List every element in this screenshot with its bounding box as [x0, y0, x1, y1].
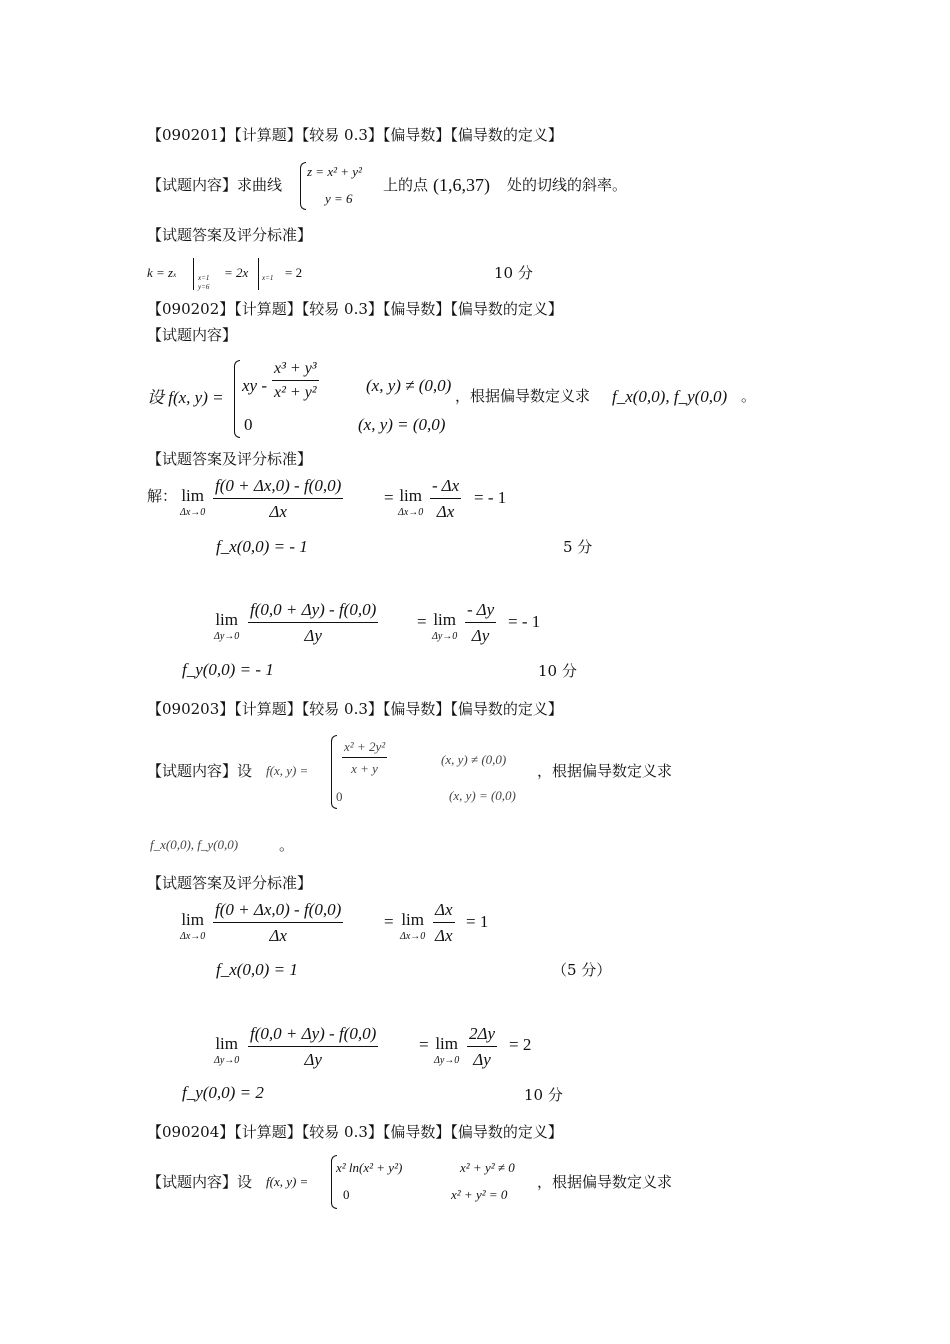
system-brace — [300, 162, 306, 210]
diff-quotient-y — [248, 600, 378, 646]
limit-y — [214, 1034, 239, 1066]
limit-y-2 — [432, 610, 457, 642]
lim-subscript: Δx→0 — [398, 507, 424, 518]
equals: = — [384, 488, 394, 507]
numerator: 2Δy — [467, 1024, 497, 1047]
lim-subscript: Δx→0 — [400, 931, 426, 942]
lim-subscript: Δy→0 — [434, 1055, 460, 1066]
denominator: Δy — [304, 626, 322, 645]
limit-x-2 — [398, 486, 423, 518]
lim-word: lim — [215, 1034, 238, 1053]
lim-word: lim — [433, 610, 456, 629]
def-suffix: ，根据偏导数定义求 — [537, 1173, 673, 1191]
equals: = — [419, 1035, 429, 1054]
eval-cond-2: x=1 — [262, 274, 274, 282]
lim-word: lim — [435, 1034, 458, 1053]
diff-quotient-y — [248, 1024, 378, 1070]
case2-expr: 0 — [343, 1187, 350, 1202]
denominator: Δx — [269, 926, 287, 945]
case1-numerator: x³ + y³ — [272, 360, 319, 381]
content-label: 【试题内容】 — [147, 326, 238, 344]
content-label: 【试题内容】求曲线 — [147, 176, 283, 194]
content-label: 【试题内容】设 — [147, 1173, 253, 1191]
period: 。 — [279, 836, 295, 854]
case1-condition: (x, y) ≠ (0,0) — [441, 752, 507, 767]
eval-value-2: = 2 — [285, 265, 303, 280]
system-line-2: y = 6 — [325, 191, 353, 206]
def-prefix: f(x, y) = — [266, 763, 309, 778]
content-tail-a: 上的点 — [383, 176, 429, 194]
def-prefix: 设 f(x, y) = — [147, 388, 224, 407]
limit-y — [214, 610, 239, 642]
limit-x-2 — [400, 910, 425, 942]
numerator: f(0,0 + Δy) - f(0,0) — [248, 600, 378, 623]
def-suffix: ，根据偏导数定义求 — [537, 762, 673, 780]
case2-expr: 0 — [336, 789, 343, 804]
limit-x — [180, 486, 205, 518]
score: 10 分 — [494, 264, 533, 282]
fy-result: f_y(0,0) = 2 — [182, 1083, 264, 1102]
piecewise-brace — [234, 360, 240, 438]
eval-value-1: = 2x — [224, 265, 249, 280]
eval-cond-1b: y=6 — [198, 283, 210, 291]
limit-result: = - 1 — [508, 612, 541, 631]
case1-numerator: x² + 2y² — [342, 739, 387, 758]
k-z-subscript: x — [173, 271, 177, 279]
score: 10 分 — [538, 662, 577, 680]
score: 5 分 — [563, 538, 593, 556]
denominator: Δx — [435, 926, 453, 945]
lim-subscript: Δy→0 — [214, 631, 240, 642]
numerator: f(0 + Δx,0) - f(0,0) — [213, 900, 343, 923]
problem-header-090202: 【090202】【计算题】【较易 0.3】【偏导数】【偏导数的定义】 — [147, 300, 563, 318]
case1-expr-a: xy - — [242, 376, 268, 395]
slope-k-expression — [147, 266, 176, 279]
eval-bar-1 — [193, 258, 194, 290]
fx-result: f_x(0,0) = 1 — [216, 960, 298, 979]
lim-subscript: Δx→0 — [180, 931, 206, 942]
fy-result: f_y(0,0) = - 1 — [182, 660, 274, 679]
limit-x — [180, 910, 205, 942]
numerator: f(0,0 + Δy) - f(0,0) — [248, 1024, 378, 1047]
solution-prefix: 解： — [147, 487, 178, 505]
lim-word: lim — [181, 486, 204, 505]
numerator: Δx — [433, 900, 455, 923]
problem-header-090203: 【090203】【计算题】【较易 0.3】【偏导数】【偏导数的定义】 — [147, 700, 563, 718]
limit-result: = 2 — [509, 1035, 532, 1054]
numerator: f(0 + Δx,0) - f(0,0) — [213, 476, 343, 499]
case1-fraction — [272, 360, 319, 402]
content-label: 【试题内容】设 — [147, 762, 253, 780]
equals: = — [384, 912, 394, 931]
limit-result: = - 1 — [474, 488, 507, 507]
case2-expr: 0 — [244, 415, 253, 434]
diff-quotient-x — [213, 900, 343, 946]
case1-denominator: x² + y² — [274, 384, 317, 401]
numerator: - Δx — [430, 476, 461, 499]
lim-word: lim — [181, 910, 204, 929]
limit-result: = 1 — [466, 912, 489, 931]
case1-expr: x² ln(x² + y²) — [336, 1160, 403, 1175]
simplified-quotient — [433, 900, 455, 946]
score: （5 分） — [552, 961, 612, 979]
problem-header-090201: 【090201】【计算题】【较易 0.3】【偏导数】【偏导数的定义】 — [147, 126, 563, 144]
answer-label: 【试题答案及评分标准】 — [147, 874, 313, 892]
diff-quotient-x — [213, 476, 343, 522]
lim-subscript: Δx→0 — [180, 507, 206, 518]
system-line-1: z = x² + y² — [307, 164, 362, 179]
case2-condition: (x, y) = (0,0) — [358, 415, 446, 434]
simplified-quotient — [467, 1024, 497, 1070]
equals: = — [417, 612, 427, 631]
case1-denominator: x + y — [351, 761, 378, 776]
problem-header-090204: 【090204】【计算题】【较易 0.3】【偏导数】【偏导数的定义】 — [147, 1123, 563, 1141]
period: 。 — [741, 387, 757, 405]
answer-label: 【试题答案及评分标准】 — [147, 226, 313, 244]
content-tail-b: 处的切线的斜率。 — [507, 176, 628, 194]
def-prefix: f(x, y) = — [266, 1174, 309, 1189]
answer-label: 【试题答案及评分标准】 — [147, 450, 313, 468]
def-suffix: ，根据偏导数定义求 — [455, 387, 591, 405]
targets: f_x(0,0), f_y(0,0) — [150, 837, 239, 852]
k-expr: k = z — [147, 265, 174, 280]
lim-subscript: Δy→0 — [432, 631, 458, 642]
case2-condition: x² + y² = 0 — [451, 1187, 508, 1202]
simplified-quotient — [430, 476, 461, 522]
case1-fraction — [342, 739, 387, 777]
simplified-quotient — [465, 600, 496, 646]
score: 10 分 — [524, 1086, 563, 1104]
denominator: Δx — [436, 502, 455, 521]
case1-condition: x² + y² ≠ 0 — [460, 1160, 515, 1175]
denominator: Δy — [473, 1050, 491, 1069]
limit-y-2 — [434, 1034, 459, 1066]
fx-result: f_x(0,0) = - 1 — [216, 537, 308, 556]
numerator: - Δy — [465, 600, 496, 623]
lim-word: lim — [215, 610, 238, 629]
lim-word: lim — [399, 486, 422, 505]
denominator: Δx — [269, 502, 287, 521]
denominator: Δy — [471, 626, 490, 645]
eval-bar-2 — [258, 258, 259, 290]
lim-subscript: Δy→0 — [214, 1055, 240, 1066]
targets: f_x(0,0), f_y(0,0) — [612, 387, 728, 406]
case2-condition: (x, y) = (0,0) — [449, 788, 516, 803]
lim-word: lim — [401, 910, 424, 929]
case1-condition: (x, y) ≠ (0,0) — [366, 376, 452, 395]
denominator: Δy — [304, 1050, 322, 1069]
point-coordinates: (1,6,37) — [433, 175, 490, 195]
eval-cond-1a: x=1 — [198, 274, 210, 282]
